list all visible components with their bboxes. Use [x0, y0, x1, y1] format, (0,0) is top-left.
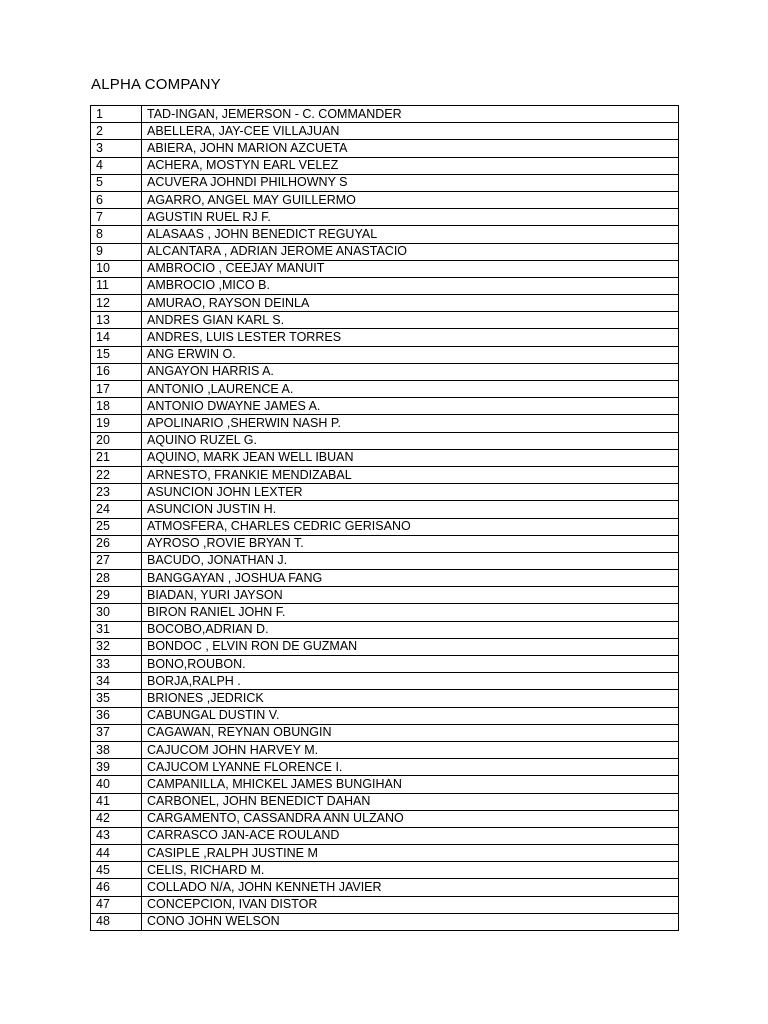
table-row: [91, 552, 679, 569]
member-name-cell: ACUVERA JOHNDI PHILHOWNY S: [142, 174, 679, 191]
row-number-cell: 23: [91, 484, 142, 501]
row-number-cell: 12: [91, 295, 142, 312]
row-number-cell: 45: [91, 862, 142, 879]
table-row: [91, 535, 679, 552]
member-name-cell: BANGGAYAN , JOSHUA FANG: [142, 570, 679, 587]
member-name-cell: CAJUCOM JOHN HARVEY M.: [142, 741, 679, 758]
member-name-cell: AMBROCIO , CEEJAY MANUIT: [142, 260, 679, 277]
table-row: [91, 415, 679, 432]
table-row: [91, 673, 679, 690]
table-row: [91, 810, 679, 827]
table-row: [91, 518, 679, 535]
row-number-cell: 11: [91, 277, 142, 294]
table-row: [91, 724, 679, 741]
member-name-cell: BORJA,RALPH .: [142, 673, 679, 690]
row-number-cell: 20: [91, 432, 142, 449]
row-number-cell: 28: [91, 570, 142, 587]
table-row: [91, 346, 679, 363]
table-row: [91, 484, 679, 501]
member-name-cell: AGARRO, ANGEL MAY GUILLERMO: [142, 191, 679, 208]
member-name-cell: CARGAMENTO, CASSANDRA ANN ULZANO: [142, 810, 679, 827]
table-row: [91, 295, 679, 312]
row-number-cell: 37: [91, 724, 142, 741]
row-number-cell: 35: [91, 690, 142, 707]
table-row: [91, 106, 679, 123]
table-row: [91, 707, 679, 724]
table-row: [91, 140, 679, 157]
table-row: [91, 741, 679, 758]
member-name-cell: ANDRES, LUIS LESTER TORRES: [142, 329, 679, 346]
row-number-cell: 3: [91, 140, 142, 157]
table-row: [91, 862, 679, 879]
row-number-cell: 40: [91, 776, 142, 793]
row-number-cell: 38: [91, 741, 142, 758]
member-name-cell: COLLADO N/A, JOHN KENNETH JAVIER: [142, 879, 679, 896]
row-number-cell: 10: [91, 260, 142, 277]
row-number-cell: 15: [91, 346, 142, 363]
row-number-cell: 21: [91, 449, 142, 466]
table-row: [91, 260, 679, 277]
table-row: [91, 501, 679, 518]
table-row: [91, 329, 679, 346]
table-row: [91, 690, 679, 707]
table-row: [91, 656, 679, 673]
member-name-cell: AMURAO, RAYSON DEINLA: [142, 295, 679, 312]
row-number-cell: 9: [91, 243, 142, 260]
row-number-cell: 16: [91, 363, 142, 380]
row-number-cell: 29: [91, 587, 142, 604]
table-row: [91, 191, 679, 208]
row-number-cell: 8: [91, 226, 142, 243]
row-number-cell: 43: [91, 827, 142, 844]
table-row: [91, 793, 679, 810]
roster-table-body: [91, 106, 679, 931]
member-name-cell: ACHERA, MOSTYN EARL VELEZ: [142, 157, 679, 174]
row-number-cell: 48: [91, 913, 142, 930]
row-number-cell: 2: [91, 123, 142, 140]
member-name-cell: ABELLERA, JAY-CEE VILLAJUAN: [142, 123, 679, 140]
member-name-cell: TAD-INGAN, JEMERSON - C. COMMANDER: [142, 106, 679, 123]
member-name-cell: ALASAAS , JOHN BENEDICT REGUYAL: [142, 226, 679, 243]
table-row: [91, 827, 679, 844]
row-number-cell: 31: [91, 621, 142, 638]
member-name-cell: CASIPLE ,RALPH JUSTINE M: [142, 845, 679, 862]
member-name-cell: BOCOBO,ADRIAN D.: [142, 621, 679, 638]
member-name-cell: BIRON RANIEL JOHN F.: [142, 604, 679, 621]
member-name-cell: ASUNCION JOHN LEXTER: [142, 484, 679, 501]
member-name-cell: AMBROCIO ,MICO B.: [142, 277, 679, 294]
row-number-cell: 34: [91, 673, 142, 690]
table-row: [91, 226, 679, 243]
member-name-cell: BONDOC , ELVIN RON DE GUZMAN: [142, 638, 679, 655]
member-name-cell: ATMOSFERA, CHARLES CEDRIC GERISANO: [142, 518, 679, 535]
table-row: [91, 243, 679, 260]
table-row: [91, 845, 679, 862]
row-number-cell: 7: [91, 209, 142, 226]
member-name-cell: CELIS, RICHARD M.: [142, 862, 679, 879]
row-number-cell: 39: [91, 759, 142, 776]
row-number-cell: 19: [91, 415, 142, 432]
table-row: [91, 638, 679, 655]
roster-table: [90, 105, 679, 931]
member-name-cell: CONCEPCION, IVAN DISTOR: [142, 896, 679, 913]
row-number-cell: 4: [91, 157, 142, 174]
row-number-cell: 13: [91, 312, 142, 329]
table-row: [91, 363, 679, 380]
table-row: [91, 174, 679, 191]
member-name-cell: BIADAN, YURI JAYSON: [142, 587, 679, 604]
row-number-cell: 27: [91, 552, 142, 569]
table-row: [91, 157, 679, 174]
member-name-cell: CONO JOHN WELSON: [142, 913, 679, 930]
row-number-cell: 30: [91, 604, 142, 621]
table-row: [91, 123, 679, 140]
row-number-cell: 33: [91, 656, 142, 673]
member-name-cell: CAMPANILLA, MHICKEL JAMES BUNGIHAN: [142, 776, 679, 793]
table-row: [91, 312, 679, 329]
member-name-cell: AYROSO ,ROVIE BRYAN T.: [142, 535, 679, 552]
table-row: [91, 466, 679, 483]
table-row: [91, 879, 679, 896]
row-number-cell: 14: [91, 329, 142, 346]
table-row: [91, 398, 679, 415]
row-number-cell: 18: [91, 398, 142, 415]
row-number-cell: 42: [91, 810, 142, 827]
member-name-cell: ALCANTARA , ADRIAN JEROME ANASTACIO: [142, 243, 679, 260]
table-row: [91, 913, 679, 930]
row-number-cell: 47: [91, 896, 142, 913]
row-number-cell: 26: [91, 535, 142, 552]
row-number-cell: 6: [91, 191, 142, 208]
row-number-cell: 22: [91, 466, 142, 483]
table-row: [91, 449, 679, 466]
row-number-cell: 17: [91, 381, 142, 398]
member-name-cell: CARRASCO JAN-ACE ROULAND: [142, 827, 679, 844]
row-number-cell: 44: [91, 845, 142, 862]
row-number-cell: 5: [91, 174, 142, 191]
member-name-cell: BACUDO, JONATHAN J.: [142, 552, 679, 569]
member-name-cell: CARBONEL, JOHN BENEDICT DAHAN: [142, 793, 679, 810]
row-number-cell: 1: [91, 106, 142, 123]
member-name-cell: AQUINO, MARK JEAN WELL IBUAN: [142, 449, 679, 466]
table-row: [91, 621, 679, 638]
member-name-cell: ASUNCION JUSTIN H.: [142, 501, 679, 518]
table-row: [91, 432, 679, 449]
member-name-cell: CAGAWAN, REYNAN OBUNGIN: [142, 724, 679, 741]
table-row: [91, 604, 679, 621]
member-name-cell: AGUSTIN RUEL RJ F.: [142, 209, 679, 226]
table-row: [91, 776, 679, 793]
row-number-cell: 46: [91, 879, 142, 896]
member-name-cell: ANTONIO DWAYNE JAMES A.: [142, 398, 679, 415]
member-name-cell: APOLINARIO ,SHERWIN NASH P.: [142, 415, 679, 432]
member-name-cell: ANG ERWIN O.: [142, 346, 679, 363]
member-name-cell: BONO,ROUBON.: [142, 656, 679, 673]
member-name-cell: CABUNGAL DUSTIN V.: [142, 707, 679, 724]
table-row: [91, 381, 679, 398]
row-number-cell: 41: [91, 793, 142, 810]
table-row: [91, 277, 679, 294]
row-number-cell: 24: [91, 501, 142, 518]
row-number-cell: 25: [91, 518, 142, 535]
row-number-cell: 32: [91, 638, 142, 655]
member-name-cell: ANGAYON HARRIS A.: [142, 363, 679, 380]
member-name-cell: CAJUCOM LYANNE FLORENCE I.: [142, 759, 679, 776]
member-name-cell: ABIERA, JOHN MARION AZCUETA: [142, 140, 679, 157]
table-row: [91, 896, 679, 913]
member-name-cell: AQUINO RUZEL G.: [142, 432, 679, 449]
table-row: [91, 209, 679, 226]
table-row: [91, 759, 679, 776]
row-number-cell: 36: [91, 707, 142, 724]
document-title: ALPHA COMPANY: [91, 76, 221, 93]
member-name-cell: ANDRES GIAN KARL S.: [142, 312, 679, 329]
member-name-cell: BRIONES ,JEDRICK: [142, 690, 679, 707]
table-row: [91, 570, 679, 587]
table-row: [91, 587, 679, 604]
member-name-cell: ANTONIO ,LAURENCE A.: [142, 381, 679, 398]
member-name-cell: ARNESTO, FRANKIE MENDIZABAL: [142, 466, 679, 483]
